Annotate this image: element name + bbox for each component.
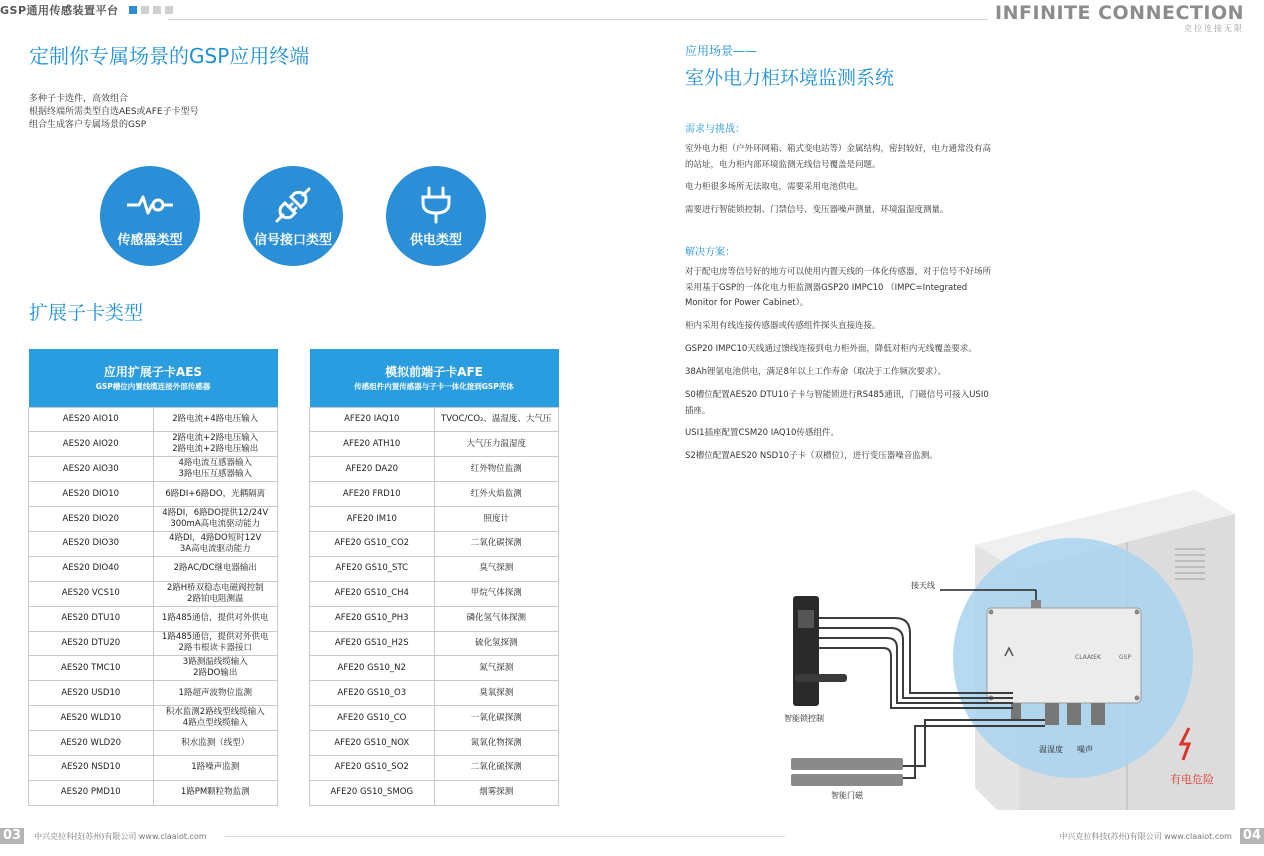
lock-handle: [795, 674, 847, 682]
afe-table-body: [310, 407, 559, 805]
afe-card-table: [309, 349, 559, 806]
table-row: [310, 755, 559, 780]
right-footer-text: 中兴克拉科技(苏州)有限公司 www.claaiot.com: [1059, 831, 1232, 841]
device-model: GSP: [1119, 654, 1132, 661]
cell-model: AES20 DIO10: [29, 482, 154, 507]
cell-description: 二氧化碳探测: [434, 531, 559, 556]
cell-model: AFE20 GS10_PH3: [310, 606, 435, 631]
antenna-label: 接天线: [911, 581, 935, 590]
cell-description: 2路电流+4路电压输入: [153, 407, 278, 432]
cell-description: 大气压力温湿度: [434, 432, 559, 457]
table-row: [29, 755, 278, 780]
cell-description: 1路超声波物位监测: [153, 681, 278, 706]
table-subtitle: 传感组件内置传感器与子卡一体化接到GSP壳体: [354, 381, 514, 391]
cell-description: 1路噪声监测: [153, 755, 278, 780]
table-title: 模拟前端子卡AFE: [385, 364, 483, 379]
plug-connector-icon: [268, 185, 318, 225]
table-row: [29, 656, 278, 681]
page-indicator: [153, 6, 161, 14]
cell-description: 烟雾探测: [434, 780, 559, 805]
cell-model: AFE20 ATH10: [310, 432, 435, 457]
cell-model: AES20 TMC10: [29, 656, 154, 681]
cell-description: 2路H桥双稳态电磁阀控制 2路铂电阻测温: [153, 581, 278, 606]
cable-gland: [1011, 703, 1021, 721]
cell-description: 4路电流互感器输入 3路电压互感器输入: [153, 457, 278, 482]
footer-divider: [225, 836, 785, 837]
cell-description: 氮氧化物探测: [434, 731, 559, 756]
table-row: [310, 656, 559, 681]
cell-description: 6路DI+6路DO，光耦隔离: [153, 482, 278, 507]
circle-label: 信号接口类型: [253, 232, 332, 248]
cell-model: AFE20 GS10_CO: [310, 706, 435, 731]
cell-model: AES20 AIO30: [29, 457, 154, 482]
table-row: [29, 681, 278, 706]
table-row: [29, 631, 278, 656]
door-magnet-bar: [791, 774, 903, 786]
circle-label: 传感器类型: [117, 232, 183, 248]
table-row: [29, 407, 278, 432]
page-indicator-active: [129, 6, 137, 14]
challenge-heading: 需求与挑战：: [685, 124, 745, 135]
cell-model: AES20 DIO20: [29, 507, 154, 532]
cell-description: TVOC/CO₂、温湿度、大气压: [434, 407, 559, 432]
right-page-number: 04: [1240, 828, 1264, 844]
challenge-paragraph: 需要进行智能锁控制、门禁信号、变压器噪声测量，环境温湿度测量。: [685, 205, 949, 215]
cell-description: 红外火焰监测: [434, 482, 559, 507]
table-header: [29, 349, 278, 407]
cell-model: AFE20 FRD10: [310, 482, 435, 507]
cell-model: AES20 DIO30: [29, 531, 154, 556]
table-header: [310, 349, 559, 407]
slogan-title: INFINITE CONNECTION: [995, 2, 1244, 24]
cell-model: AES20 USD10: [29, 681, 154, 706]
page-indicator: [165, 6, 173, 14]
table-row: [29, 507, 278, 532]
table-row: [310, 457, 559, 482]
solution-paragraph: 38Ah锂氩电池供电，满足8年以上工作寿命（取决于工作频次要求）。: [685, 367, 947, 377]
challenge-paragraph: 电力柜很多场所无法取电，需要采用电池供电。: [685, 182, 864, 192]
cell-description: 1路485通信，提供对外供电 2路韦根读卡器接口: [153, 631, 278, 656]
cell-description: 氮气探测: [434, 656, 559, 681]
cell-model: AES20 AIO20: [29, 432, 154, 457]
temp-humidity-label: 温湿度: [1039, 745, 1063, 754]
aes-card-table: [28, 349, 278, 806]
door-magnet-bar: [791, 758, 903, 770]
solution-heading: 解决方案：: [685, 247, 735, 258]
scenario-title: 室外电力柜环境监测系统: [685, 67, 895, 89]
table-row: [29, 556, 278, 581]
door-sensor-label: 智能门磁: [831, 791, 863, 800]
noise-label: 噪声: [1077, 745, 1093, 754]
table-row: [29, 432, 278, 457]
table-row: [29, 706, 278, 731]
cell-description: 积水监测（线型）: [153, 731, 278, 756]
challenge-paragraph: 室外电力柜（户外环网箱、箱式变电站等）金属结构，密封较好，电力通常没有高的站址，电力柜内部环境监测无线信号覆盖是问题。: [685, 144, 992, 170]
gsp-device: [987, 608, 1141, 703]
cell-model: AES20 VCS10: [29, 581, 154, 606]
table-row: [310, 531, 559, 556]
cell-description: 3路测温线缆输入 2路DO输出: [153, 656, 278, 681]
page-indicator: [141, 6, 149, 14]
temp-humidity-probe: [1045, 703, 1059, 725]
cell-model: AFE20 GS10_NOX: [310, 731, 435, 756]
cell-description: 二氧化硫探测: [434, 755, 559, 780]
cell-model: AES20 AIO10: [29, 407, 154, 432]
cell-model: AES20 PMD10: [29, 780, 154, 805]
brand-title: GSP通用传感装置平台: [0, 4, 119, 17]
slogan-subtitle: 克拉连接无限: [1184, 24, 1244, 33]
header-slogan: [995, 2, 1244, 34]
cell-model: AFE20 GS10_H2S: [310, 631, 435, 656]
lock-label: 智能锁控制: [784, 714, 824, 723]
table-row: [310, 780, 559, 805]
cell-description: 磷化氢气体探测: [434, 606, 559, 631]
header-brand-bar: [0, 0, 173, 20]
cell-model: AFE20 IAQ10: [310, 407, 435, 432]
sensor-type-circle: [100, 166, 200, 266]
cabinet-warning-text: 有电危险: [1170, 773, 1214, 786]
temp-humidity-probe: [1067, 703, 1081, 725]
intro-text: [29, 93, 199, 132]
cell-model: AES20 DIO40: [29, 556, 154, 581]
left-page-number: 03: [0, 828, 24, 844]
cell-description: 1路485通信，提供对外供电: [153, 606, 278, 631]
cell-model: AES20 WLD10: [29, 706, 154, 731]
cell-model: AES20 DTU20: [29, 631, 154, 656]
table-row: [29, 780, 278, 805]
table-row: [310, 731, 559, 756]
cell-model: AFE20 GS10_SMOG: [310, 780, 435, 805]
cell-description: 2路电流+2路电压输入 2路电流+2路电压输出: [153, 432, 278, 457]
solution-paragraph: USI1插座配置CSM20 IAQ10传感组件。: [685, 428, 839, 438]
solution-paragraph: S2槽位配置AES20 NSD10子卡（双槽位），进行变压器噪音监测。: [685, 451, 938, 461]
cell-description: 甲烷气体探测: [434, 581, 559, 606]
header-divider: [168, 19, 988, 20]
cell-model: AFE20 GS10_N2: [310, 656, 435, 681]
cell-model: AFE20 GS10_CH4: [310, 581, 435, 606]
lock-keypad: [798, 610, 814, 628]
table-row: [29, 606, 278, 631]
cell-model: AFE20 DA20: [310, 457, 435, 482]
table-row: [310, 706, 559, 731]
feature-circles: [100, 166, 486, 266]
solution-paragraph: 柜内采用有线连接传感器或传感组件探头直接连接。: [685, 321, 881, 331]
solution-paragraph: GSP20 IMPC10天线通过馈线连接到电力柜外面，降低对柜内无线覆盖要求。: [685, 344, 977, 354]
cell-description: 臭氧探测: [434, 681, 559, 706]
cell-model: AES20 DTU10: [29, 606, 154, 631]
cell-description: 臭气探测: [434, 556, 559, 581]
intro-line: 根据终端所需类型自选AES或AFE子卡型号: [29, 107, 199, 117]
table-row: [310, 556, 559, 581]
cell-model: AFE20 GS10_CO2: [310, 531, 435, 556]
left-footer: [0, 828, 207, 844]
table-row: [29, 731, 278, 756]
antenna-port: [1031, 600, 1041, 608]
cell-description: 4路DI，6路DO提供12/24V 300mA高电流驱动能力: [153, 507, 278, 532]
left-page-title: 定制你专属场景的GSP应用终端: [29, 44, 310, 68]
table-row: [29, 482, 278, 507]
intro-line: 组合生成客户专属场景的GSP: [29, 120, 147, 130]
noise-probe: [1091, 703, 1105, 725]
left-footer-text: 中兴克拉科技(苏州)有限公司 www.claaiot.com: [34, 831, 207, 841]
table-row: [310, 482, 559, 507]
table-row: [310, 681, 559, 706]
table-row: [310, 432, 559, 457]
table-row: [310, 407, 559, 432]
table-row: [29, 581, 278, 606]
cell-description: 2路AC/DC继电器输出: [153, 556, 278, 581]
table-row: [310, 507, 559, 532]
aes-table-body: [29, 407, 278, 805]
cell-model: AES20 WLD20: [29, 731, 154, 756]
cell-model: AFE20 GS10_O3: [310, 681, 435, 706]
scenario-kicker: 应用场景——: [685, 44, 758, 58]
table-row: [310, 631, 559, 656]
cell-description: 积水监测2路线型线缆输入 4路点型线缆输入: [153, 706, 278, 731]
table-subtitle: GSP槽位内置线缆连接外部传感器: [95, 381, 211, 391]
table-title: 应用扩展子卡AES: [103, 364, 203, 379]
device-brand: CLAAtEK: [1075, 654, 1102, 661]
cell-description: 1路PM颗粒物监测: [153, 780, 278, 805]
right-footer: [1059, 828, 1264, 844]
power-plug-icon: [411, 185, 461, 225]
signal-interface-circle: [243, 166, 343, 266]
solution-paragraph: S0槽位配置AES20 DTU10子卡与智能锁进行RS485通讯，门磁信号可接入USI0插座。: [685, 390, 989, 416]
cell-description: 照度计: [434, 507, 559, 532]
power-cabinet-illustration: [775, 488, 1235, 813]
table-row: [310, 581, 559, 606]
cell-description: 红外物位监测: [434, 457, 559, 482]
solution-paragraph: 对于配电房等信号好的地方可以使用内置天线的一体化传感器，对于信号不好场所采用基于GSP的一体化电力柜监测器GSP20 IMPC10 （IMPC=Integrated Monitor for Power Cabinet）。: [685, 267, 992, 308]
cell-model: AES20 NSD10: [29, 755, 154, 780]
table-row: [29, 457, 278, 482]
cell-description: 一氧化碳探测: [434, 706, 559, 731]
expansion-card-heading: 扩展子卡类型: [29, 302, 144, 324]
intro-line: 多种子卡选件，高效组合: [29, 94, 129, 104]
table-row: [29, 531, 278, 556]
table-row: [310, 606, 559, 631]
cell-model: AFE20 GS10_SO2: [310, 755, 435, 780]
cell-model: AFE20 GS10_STC: [310, 556, 435, 581]
cell-model: AFE20 IM10: [310, 507, 435, 532]
waveform-sensor-icon: [125, 185, 175, 225]
power-type-circle: [386, 166, 486, 266]
cell-description: 硫化氢探测: [434, 631, 559, 656]
circle-label: 供电类型: [409, 232, 462, 248]
cell-description: 4路DI，4路DO短时12V 3A高电流驱动能力: [153, 531, 278, 556]
